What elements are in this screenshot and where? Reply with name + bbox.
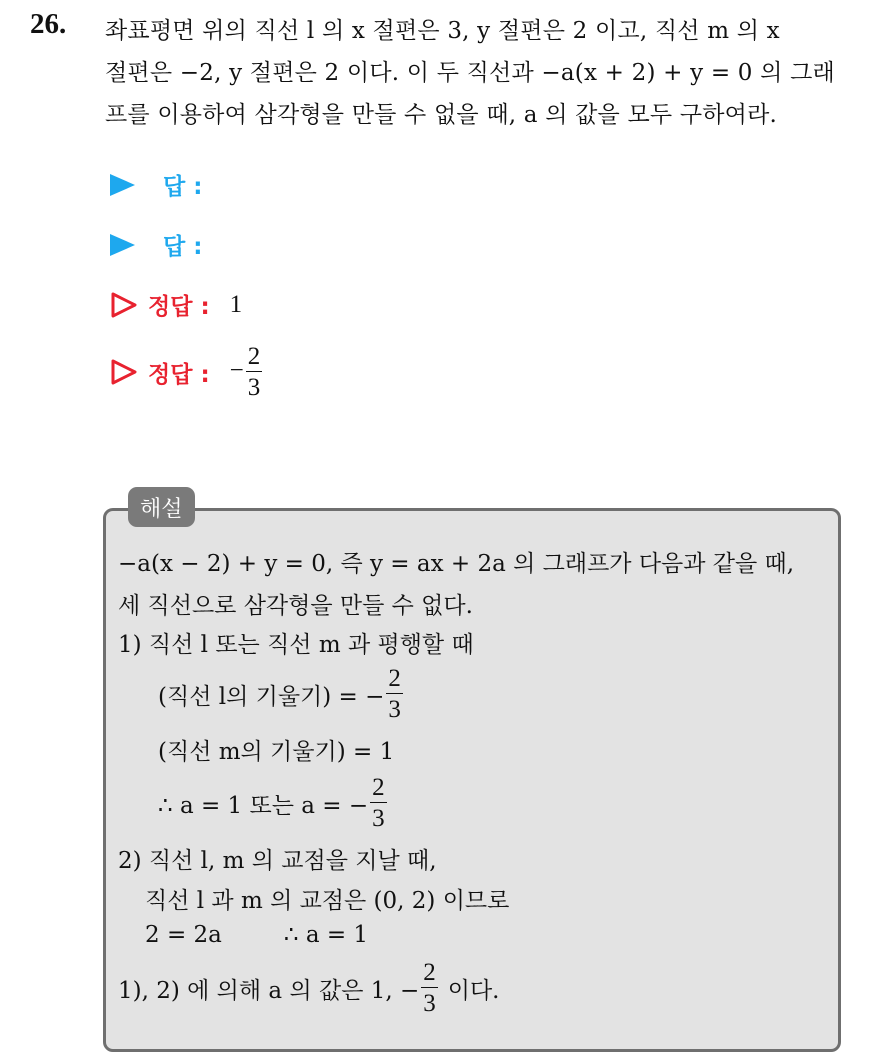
- fraction-numerator: 2: [247, 343, 261, 370]
- answer-label: 답 :: [163, 174, 203, 200]
- therefore-text: ∴ a = 1 또는 a = −: [158, 792, 369, 819]
- fraction-numerator: 2: [423, 959, 436, 986]
- answer-blank-2[interactable]: [110, 228, 202, 261]
- fraction-denominator: 3: [421, 987, 438, 1016]
- solution-line-1: −a(x − 2) + y = 0, 즉 y = ax + 2a 의 그래프가 다음과 같을 때,: [118, 551, 795, 577]
- question-number: 26.: [30, 8, 67, 40]
- fraction-denominator: 3: [246, 371, 263, 400]
- fraction-numerator: 2: [388, 665, 401, 692]
- fraction: [370, 775, 387, 831]
- correct-answer-value: 1: [229, 290, 243, 318]
- correct-answer-1: [110, 288, 242, 321]
- triangle-outline-icon: [110, 291, 138, 319]
- solution-line-7: 2) 직선 l, m 의 교점을 지날 때,: [118, 848, 437, 874]
- solution-line-2: 세 직선으로 삼각형을 만들 수 없다.: [118, 593, 473, 619]
- answer-blank-1[interactable]: [110, 168, 202, 201]
- fraction-numerator: 2: [372, 774, 385, 801]
- therefore-result: ∴ a = 1: [283, 922, 369, 948]
- solution-tag: 해설: [128, 487, 195, 527]
- question-text-line-1: 좌표평면 위의 직선 l 의 x 절편은 3, y 절편은 2 이고, 직선 m 의 x: [105, 18, 780, 44]
- solution-line-10: [118, 960, 500, 1016]
- correct-answer-value: [230, 344, 263, 400]
- question-text-line-3: 프를 이용하여 삼각형을 만들 수 없을 때, a 의 값을 모두 구하여라.: [105, 102, 778, 128]
- solution-line-6: [158, 775, 387, 831]
- solution-line-5: (직선 m의 기울기) = 1: [158, 739, 395, 765]
- question-text-line-2: 절편은 −2, y 절편은 2 이다. 이 두 직선과 −a(x + 2) + y = 0 의 그래: [105, 60, 835, 86]
- slope-l-text: (직선 l의 기울기) = −: [158, 683, 385, 710]
- answer-label: 답 :: [163, 234, 203, 260]
- fraction: [246, 344, 263, 400]
- conclusion-tail: 이다.: [447, 977, 500, 1004]
- solution-line-3: 1) 직선 l 또는 직선 m 과 평행할 때: [118, 632, 474, 658]
- fraction-denominator: 3: [370, 802, 387, 831]
- fraction: [421, 960, 438, 1016]
- solution-line-8: 직선 l 과 m 의 교점은 (0, 2) 이므로: [145, 888, 510, 914]
- triangle-outline-icon: [110, 358, 138, 386]
- solution-line-9: [145, 922, 368, 948]
- minus-sign: −: [229, 356, 244, 384]
- solution-line-4: [158, 666, 403, 722]
- fraction-denominator: 3: [386, 693, 403, 722]
- correct-answer-2: [110, 344, 262, 400]
- play-icon: [110, 234, 135, 256]
- fraction: [386, 666, 403, 722]
- conclusion-text: 1), 2) 에 의해 a 의 값은 1, −: [118, 977, 420, 1004]
- equation: 2 = 2a: [145, 922, 222, 948]
- play-icon: [110, 174, 135, 196]
- correct-answer-label: 정답 :: [148, 361, 210, 388]
- correct-answer-label: 정답 :: [148, 294, 210, 320]
